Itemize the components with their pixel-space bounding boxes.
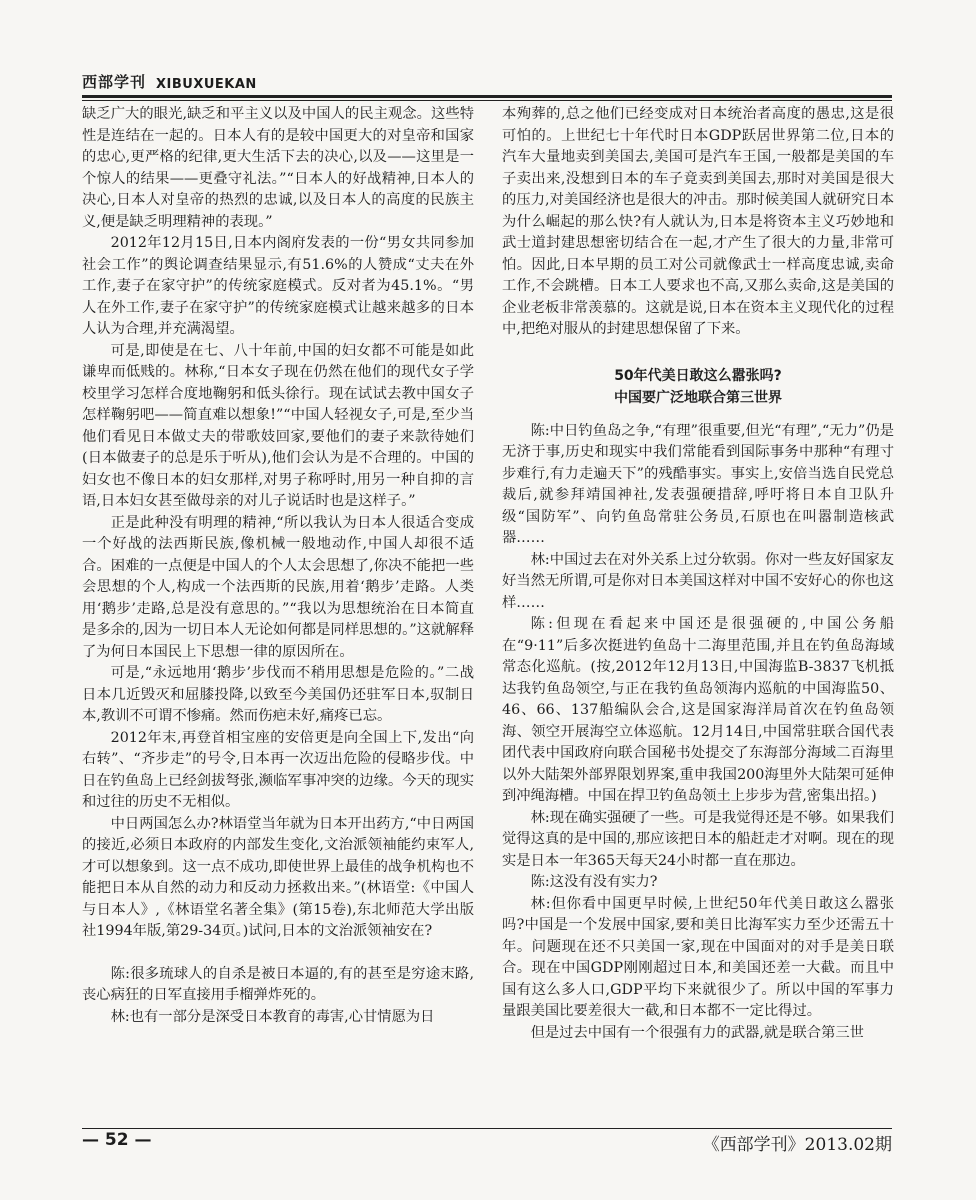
section-title-line2: 中国要广泛地联合第三世界 bbox=[614, 389, 782, 406]
right-column bbox=[502, 104, 894, 1124]
paragraph: 正是此种没有明理的精神,“所以我认为日本人很适合变成一个好战的法西斯民族,像机械一般地动作,中国人却很不适合。困难的一点便是中国人的个人太会思想了,你决不能把一些会思想的个人,构成一个法西斯的民族,用着‘鹅步’走路。人类用‘鹅步’走路,总是没有意思的。”“我以为思想统治在日本简直是多余的,因为一切日本人无论如何都是同样思想的。”这就解释了为何日本国民上下思想一律的原因所在。 bbox=[82, 514, 474, 660]
left-column bbox=[82, 104, 474, 1124]
magazine-name: 西部学刊 bbox=[82, 73, 147, 91]
dialogue-paragraph: 林:但你看中国更早时候,上世纪50年代美日敢这么嚣张吗?中国是一个发展中国家,要和美日比海军实力至少还需五十年。问题现在还不只美国一家,现在中国面对的对手是美日联合。现在中国GDP刚刚超过日本,和美国还差一大截。而且中国有这么多人口,GDP平均下来就很少了。所以中国的军事力量跟美国比要差很大一截,和日本都不一定比得过。 bbox=[502, 895, 894, 1019]
paragraph: 2012年末,再登首相宝座的安倍更是向全国上下,发出“向右转”、“齐步走”的号令,日本再一次迈出危险的侵略步伐。中日在钓鱼岛上已经剑拔弩张,濒临军事冲突的边缘。今天的现实和过往的历史不无相似。 bbox=[82, 729, 474, 810]
paragraph: 缺乏广大的眼光,缺乏和平主义以及中国人的民主观念。这些特性是连结在一起的。日本人有的是较中国更大的对皇帝和国家的忠心,更严格的纪律,更大生活下去的决心,以及——这里是一个惊人的结果——更叠守礼法。”“日本人的好战精神,日本人的决心,日本人对皇帝的热烈的忠诚,以及日本人的高度的民族主义,便是缺乏明理精神的表现。” bbox=[82, 106, 474, 230]
page-footer bbox=[82, 1128, 892, 1158]
paragraph: 2012年12月15日,日本内阁府发表的一份“男女共同参加社会工作”的舆论调查结果显示,有51.6%的人赞成“丈夫在外工作,妻子在家守护”的传统家庭模式。反对者为45.1%。“男人在外工作,妻子在家守护”的传统家庭模式让越来越多的日本人认为合理,并充满渴望。 bbox=[82, 235, 474, 337]
dialogue-paragraph: 陈:这没有没有实力? bbox=[530, 874, 658, 890]
header-rule-thick bbox=[82, 95, 892, 98]
dialogue-paragraph: 陈:但现在看起来中国还是很强硬的,中国公务船在“9·11”后多次挺进钓鱼岛十二海里范围,并且在钓鱼岛海域常态化巡航。(按,2012年12月13日,中国海监B-3837飞机抵达我钓鱼岛领空,与正在我钓鱼岛领海内巡航的中国海监50、46、66、137船编队会合,这是国家海洋局首次在钓鱼岛领海、领空开展海空立体巡航。12月14日,中国常驻联合国代表团代表中国政府向联合国秘书处提交了东海部分海域二百海里以外大陆架外部界限划界案,重申我国200海里外大陆架可延伸到冲绳海槽。中国在捍卫钓鱼岛领土上步步为营,密集出招。) bbox=[502, 616, 894, 804]
page-number: — 52 — bbox=[82, 1130, 152, 1150]
footer-rule bbox=[82, 1128, 892, 1129]
dialogue-paragraph: 林:也有一部分是深受日本教育的毒害,心甘情愿为日 bbox=[110, 1008, 435, 1025]
magazine-pinyin: XIBUXUEKAN bbox=[156, 77, 257, 92]
section-title-line1: 50年代美日敢这么嚣张吗? bbox=[614, 367, 782, 384]
section-heading bbox=[502, 365, 894, 409]
dialogue-paragraph: 陈:中日钓鱼岛之争,“有理”很重要,但光“有理”,“无力”仍是无济于事,历史和现实中我们常能看到国际事务中那种“有理寸步难行,有力走遍天下”的残酷事实。事实上,安倍当选自民党总裁后,就参拜靖国神社,发表强硬措辞,呼吁将日本自卫队升级“国防军”、向钓鱼岛常驻公务员,石原也在叫嚣制造核武器…… bbox=[502, 422, 894, 546]
running-header bbox=[82, 72, 892, 92]
dialogue-paragraph: 林:中国过去在对外关系上过分软弱。你对一些友好国家友好当然无所谓,可是你对日本美国这样对中国不安好心的你也这样…… bbox=[502, 551, 894, 611]
paragraph: 可是,即使是在七、八十年前,中国的妇女都不可能是如此谦卑而低贱的。林称,“日本女子现在仍然在他们的现代女子学校里学习怎样合度地鞠躬和低头徐行。现在试试去教中国女子怎样鞠躬吧——简直难以想象!”“中国人轻视女子,可是,至少当他们看见日本做丈夫的带歌妓回家,要他们的妻子来款待她们(日本做妻子的总是乐于听从),他们会认为是不合理的。中国的妇女也不像日本的妇女那样,对男子称呼时,用另一种自抑的言语,日本妇女甚至做母亲的对儿子说话时也是这样子。” bbox=[82, 342, 474, 509]
issue-label: 《西部学刊》2013.02期 bbox=[702, 1135, 892, 1155]
paragraph-continuation: 本殉葬的,总之他们已经变成对日本统治者高度的愚忠,这是很可怕的。上世纪七十年代时日本GDP跃居世界第二位,日本的汽车大量地卖到美国去,美国可是汽车王国,一般都是美国的车子卖出来,没想到日本的车子竟卖到美国去,那时对美国是很大的压力,对美国经济也是很大的冲击。那时候美国人就研究日本为什么崛起的那么快?有人就认为,日本是将资本主义巧妙地和武士道封建思想密切结合在一起,才产生了很大的力量,非常可怕。因此,日本早期的员工对公司就像武士一样高度忠诚,卖命工作,不会跳槽。日本工人要求也不高,又那么卖命,这是美国的企业老板非常羡慕的。这就是说,日本在资本主义现代化的过程中,把绝对服从的封建思想保留了下来。 bbox=[502, 106, 894, 337]
paragraph: 但是过去中国有一个很强有力的武器,就是联合第三世 bbox=[530, 1024, 864, 1041]
dialogue-paragraph: 陈:很多琉球人的自杀是被日本逼的,有的甚至是穷途末路,丧心病狂的日军直接用手榴弹炸死的。 bbox=[82, 965, 474, 1003]
dialogue-paragraph: 林:现在确实强硬了一些。可是我觉得还是不够。如果我们觉得这真的是中国的,那应该把日本的船赶走才对啊。现在的现实是日本一年365天每天24小时都一直在那边。 bbox=[502, 809, 894, 869]
paragraph: 中日两国怎么办?林语堂当年就为日本开出药方,“中日两国的接近,必须日本政府的内部发生变化,文治派领袖能约束军人,才可以想象到。这一点不成功,即使世界上最佳的战争机构也不能把日本从自然的动力和反动力拯救出来。”(林语堂:《中国人与日本人》,《林语堂名著全集》(第15卷),东北师范大学出版社1994年版,第29-34页。)试问,日本的文治派领袖安在? bbox=[82, 815, 474, 939]
header-rule-thin bbox=[82, 100, 892, 101]
paragraph: 可是,“永远地用‘鹅步’步伐而不稍用思想是危险的。”二战日本几近毁灭和屈膝投降,以致至今美国仍还驻军日本,驭制日本,教训不可谓不惨痛。然而伤疤未好,痛疼已忘。 bbox=[82, 665, 474, 724]
